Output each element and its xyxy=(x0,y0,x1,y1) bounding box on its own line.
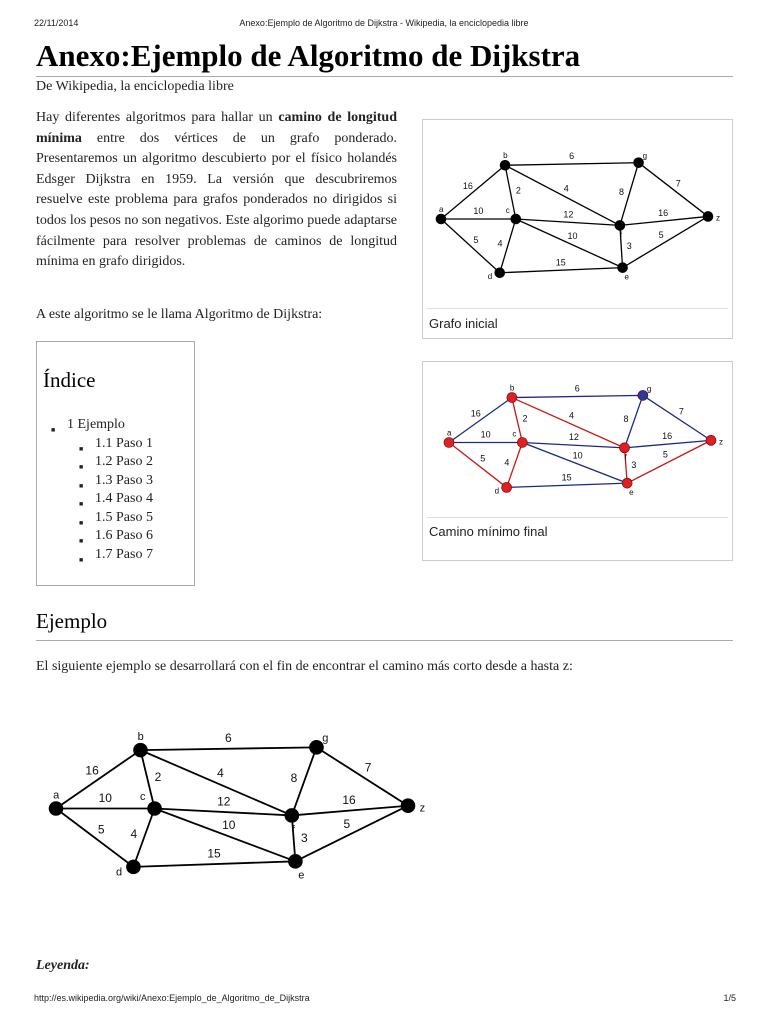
graph-edge xyxy=(133,861,295,867)
node-label: d xyxy=(494,486,500,496)
example-graph-image xyxy=(36,706,446,906)
graph-edge xyxy=(500,268,623,273)
node-label: g xyxy=(646,384,652,394)
edge-weight-label: 4 xyxy=(217,766,224,781)
edge-weight-label: 4 xyxy=(504,457,510,468)
edge-weight-label: 12 xyxy=(568,432,579,443)
node-label: z xyxy=(716,213,720,223)
final-path-graph-image[interactable] xyxy=(423,362,732,514)
graph-edge xyxy=(56,809,133,867)
toc-subitem[interactable]: ■ 1.4 Paso 4 xyxy=(95,490,153,509)
toc-subitem[interactable]: ■ 1.3 Paso 3 xyxy=(95,472,153,491)
node-label: b xyxy=(509,383,515,393)
edge-weight-label: 16 xyxy=(85,763,99,778)
toc-sublist xyxy=(95,435,153,565)
graph-edge xyxy=(449,443,510,488)
node-label: a xyxy=(439,205,444,214)
edge-weight-label: 16 xyxy=(470,408,481,419)
toc-item-label: 1 Ejemplo xyxy=(67,417,125,432)
edge-weight-label: 2 xyxy=(515,185,521,196)
edge-weight-label: 10 xyxy=(222,817,236,832)
graph-edge xyxy=(507,483,628,487)
edge-weight-label: 16 xyxy=(658,208,669,219)
graph-edge xyxy=(516,219,623,268)
initial-graph-image[interactable] xyxy=(423,120,732,300)
node-label: b xyxy=(503,151,508,161)
edge-weight-label: 4 xyxy=(497,238,503,249)
node-label: f xyxy=(624,452,627,462)
edge-weight-label: 10 xyxy=(567,231,578,242)
graph-edge xyxy=(505,163,639,166)
node-label: f xyxy=(619,230,623,240)
edge-weight-label: 6 xyxy=(569,151,575,162)
intro-link-camino[interactable]: camino de longitud mínima xyxy=(36,110,397,146)
graph-node xyxy=(615,220,625,230)
edge-weight-label: 15 xyxy=(561,472,572,483)
graph-node xyxy=(511,214,521,224)
node-label: f xyxy=(291,823,295,836)
edge-weight-label: 5 xyxy=(658,230,664,241)
initial-graph-figure xyxy=(422,119,733,339)
graph-node xyxy=(288,854,302,868)
edge-weight-label: 16 xyxy=(662,431,673,442)
edge-weight-label: 10 xyxy=(98,790,112,805)
toc-subitem[interactable]: ■ 1.2 Paso 2 xyxy=(95,453,153,472)
edge-weight-label: 10 xyxy=(473,206,484,217)
edge-weight-label: 3 xyxy=(301,830,308,845)
section-divider xyxy=(36,640,733,641)
edge-weight-label: 3 xyxy=(631,460,637,471)
print-page-number: 1/5 xyxy=(723,993,736,1003)
graph-edge xyxy=(316,747,408,808)
caption-divider xyxy=(427,308,728,309)
edge-weight-label: 2 xyxy=(154,769,162,784)
graph-node xyxy=(436,214,446,224)
intro-paragraph xyxy=(36,108,397,273)
edge-weight-label: 15 xyxy=(555,257,566,268)
graph-node xyxy=(517,438,527,448)
edge-weight-label: 8 xyxy=(623,414,629,425)
edge-weight-label: 15 xyxy=(207,846,221,861)
final-graph-figure xyxy=(422,361,733,561)
node-label: z xyxy=(719,437,723,447)
edge-weight-label: 12 xyxy=(563,209,574,220)
edge-weight-label: 10 xyxy=(480,429,491,440)
edge-weight-label: 5 xyxy=(480,453,486,464)
node-label: d xyxy=(487,271,493,281)
node-label: c xyxy=(512,429,517,439)
figure-caption: Camino mínimo final xyxy=(429,524,548,539)
print-date: 22/11/2014 xyxy=(34,18,79,28)
graph-edge xyxy=(643,395,711,440)
node-label: a xyxy=(447,428,452,438)
node-label: d xyxy=(116,866,123,879)
node-label: e xyxy=(629,488,634,498)
intro-text-1: Hay diferentes algoritmos para hallar un xyxy=(36,110,279,125)
edge-weight-label: 7 xyxy=(678,406,684,417)
graph-node xyxy=(495,268,505,278)
edge-weight-label: 6 xyxy=(574,383,580,394)
figure-caption: Grafo inicial xyxy=(429,316,498,331)
toc-title: Índice xyxy=(43,368,96,392)
node-label: a xyxy=(53,789,60,802)
edge-weight-label: 6 xyxy=(224,731,232,746)
node-label: e xyxy=(624,272,630,282)
graph-edge xyxy=(155,809,296,862)
print-title: Anexo:Ejemplo de Algoritmo de Dijkstra - Wikipedia, la enciclopedia libre xyxy=(239,18,529,28)
toc-subitem[interactable]: ■ 1.6 Paso 6 xyxy=(95,527,153,546)
node-label: c xyxy=(505,206,510,215)
graph-edge xyxy=(522,443,627,484)
graph-node xyxy=(444,438,454,448)
node-label: z xyxy=(419,802,426,815)
graph-node xyxy=(126,860,140,874)
graph-edge xyxy=(516,219,620,225)
graph-edge xyxy=(639,163,708,217)
graph-node xyxy=(133,743,147,757)
node-label: c xyxy=(140,790,146,803)
graph-node xyxy=(507,393,517,403)
graph-node xyxy=(620,443,630,453)
edge-weight-label: 12 xyxy=(217,794,231,809)
page-subtitle: De Wikipedia, la enciclopedia libre xyxy=(36,79,234,94)
toc-subitem[interactable]: ■ 1.7 Paso 7 xyxy=(95,546,153,565)
node-label: b xyxy=(137,730,144,743)
edge-weight-label: 5 xyxy=(343,817,351,832)
caption-divider xyxy=(427,517,728,518)
toc-list xyxy=(67,416,153,564)
page-title: Anexo:Ejemplo de Algoritmo de Dijkstra xyxy=(36,38,581,73)
node-label: g xyxy=(642,151,648,161)
table-of-contents xyxy=(36,341,195,586)
graph-node xyxy=(49,802,63,816)
edge-weight-label: 4 xyxy=(569,410,575,421)
edge-weight-label: 5 xyxy=(97,822,105,837)
graph-node xyxy=(622,478,632,488)
intro-text-2: entre dos vértices de un grafo ponderado. Presentaremos un algoritmo descubierto por el físico holandés Edsger Dijkstra en 1959. La versión que descubriremos resuelve este problema para grafos ponderados no dirigidos si todos los pesos no son negativos. Este algorimo puede adaptarse fácilmente para resolver problemas de caminos de longitud mínima en grafo dirigidos. xyxy=(36,130,397,270)
graph-edge xyxy=(155,809,292,816)
toc-item[interactable] xyxy=(67,416,153,564)
print-url: http://es.wikipedia.org/wiki/Anexo:Ejemplo_de_Algoritmo_de_Dijkstra xyxy=(34,993,310,1003)
graph-node xyxy=(706,435,716,445)
node-label: g xyxy=(322,732,329,745)
graph-node xyxy=(148,802,162,816)
graph-node xyxy=(502,482,512,492)
section-paragraph: El siguiente ejemplo se desarrollará con el fin de encontrar el camino más corto desde a hasta z: xyxy=(36,659,573,674)
graph-edge xyxy=(140,747,316,750)
toc-subitem[interactable]: ■ 1.5 Paso 5 xyxy=(95,509,153,528)
graph-edge xyxy=(522,443,624,448)
edge-weight-label: 3 xyxy=(626,241,632,252)
edge-weight-label: 7 xyxy=(364,760,372,775)
edge-weight-label: 2 xyxy=(522,413,528,424)
toc-subitem[interactable]: ■ 1.1 Paso 1 xyxy=(95,435,153,454)
graph-edge xyxy=(512,395,643,397)
edge-weight-label: 8 xyxy=(290,770,298,785)
node-label: e xyxy=(298,869,305,882)
edge-weight-label: 10 xyxy=(572,450,583,461)
graph-edge xyxy=(441,219,503,273)
edge-weight-label: 4 xyxy=(130,827,138,842)
algorithm-name-paragraph: A este algoritmo se le llama Algoritmo de Dijkstra: xyxy=(36,307,323,322)
edge-weight-label: 5 xyxy=(473,235,479,246)
edge-weight-label: 16 xyxy=(342,793,356,808)
title-divider xyxy=(36,76,733,77)
graph-node xyxy=(285,808,299,822)
graph-node xyxy=(401,799,415,813)
graph-node xyxy=(703,211,713,221)
edge-weight-label: 8 xyxy=(618,186,624,197)
edge-weight-label: 4 xyxy=(563,183,569,194)
graph-node xyxy=(500,160,510,170)
legend-label: Leyenda: xyxy=(36,958,90,973)
graph-node xyxy=(618,263,628,273)
section-title: Ejemplo xyxy=(36,609,108,633)
edge-weight-label: 5 xyxy=(662,449,668,460)
edge-weight-label: 16 xyxy=(462,181,473,192)
edge-weight-label: 7 xyxy=(675,178,681,189)
